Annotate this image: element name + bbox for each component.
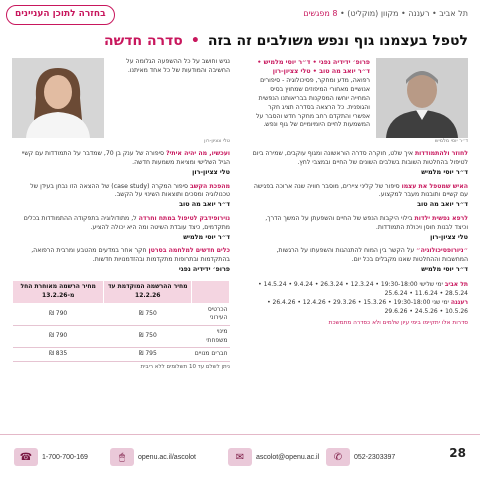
speakers-heading: פרופ׳ ידידיה נפגי • ד״ר יוסי מלמיש • ד״ר יואב מה טוב • טלי צציון-רון <box>257 58 370 76</box>
envelope-icon: ✉ <box>228 448 252 466</box>
footer <box>0 434 480 480</box>
lecture-text: ל, מתודולוגיה בתפקודה ההתמודדות בכלים מתקדמים, כיצד עובדת השיטה ומה היא יכולה להציע. <box>23 214 230 231</box>
table-row <box>13 348 230 362</box>
price-header-empty <box>192 281 230 303</box>
lecture-text: חקר אחר במדעים מהטבע ומרבית הרפואה, בהתקדמות ובתרופות מתקדמות ובהזדמנויות חדשות. <box>31 247 230 263</box>
phone-contact[interactable] <box>326 448 395 466</box>
website-contact[interactable] <box>110 448 196 466</box>
lecture-title: ועכשיו, מה יהיה איתי? <box>165 150 230 158</box>
lecture-text: סיפור המקרה (case study) של ההצאה הזו נבחן בעידן של טכנולוגיה ומסכים ותוצאות השינוי על הקשב. <box>30 182 230 199</box>
website-text: openu.ac.il/ascolot <box>138 453 196 461</box>
lecture-item <box>12 215 230 242</box>
phone-icon: ☎ <box>14 448 38 466</box>
footer-divider <box>0 434 480 435</box>
price-late: 790 ₪ <box>13 303 104 325</box>
lecture-title: לרפא נפשית ילדות <box>414 214 468 222</box>
title-series: סדרה חדשה <box>104 33 183 49</box>
lecture-lecturer: טלי צציון-רון <box>192 168 230 177</box>
lecture-lecturer: פרופ׳ ידידיה נפגי <box>178 264 230 273</box>
breadcrumb-meetings: 8 מפגשים <box>303 9 338 18</box>
phone-text: 052-2303397 <box>354 453 396 461</box>
service-phone-text: 1-700-700-169 <box>42 453 88 461</box>
price-early: 750 ₪ <box>104 326 192 348</box>
speaker-photo-man <box>376 58 468 138</box>
photo-caption-man: ד״ר יוסי מלמיש <box>434 138 468 144</box>
lecture-text: סיפורה של ענק בן 70, שמדבר על התמודדות עם קשיי הגיל השלישי ומציאת משמעות חדשה. <box>21 150 230 167</box>
lecture-lecturer: ד״ר יוסי מלמיש <box>183 232 230 241</box>
page-number: 28 <box>449 446 466 460</box>
breadcrumb <box>303 9 468 18</box>
lecture-lecturer: טלי צציון-רון <box>430 232 468 241</box>
left-column <box>12 58 230 372</box>
lecture-title: נוירופידבק לטיפול במתח וחרדה <box>138 214 230 222</box>
schedule-dates-tlv: ימי שלישי 19:30-18:00 • 12.3.24 • 26.3.24 • 9.4.24 • 14.5.24 • 28.5.24 • 11.6.24 • 25.6.24 <box>258 281 468 298</box>
lecture-title: כלים חדשים למלחמה בסרטן <box>148 247 230 254</box>
price-note: ניתן לשלם עד 10 תשלומים ללא ריבית <box>140 364 230 371</box>
table-row <box>13 326 230 348</box>
portrait-woman-icon <box>12 58 104 138</box>
lecture-title: ״ניורופסיכולוגיה״ <box>416 247 468 254</box>
schedule-dates-raanana: ימי שני 19:30-18:00 • 15.3.26 • 29.3.26 • 12.4.26 • 26.4.26 • 10.5.26 • 24.5.26 • 29.6.26 <box>267 299 468 316</box>
lecture-text: סיפור של קליני ציירים, מוסבר חוויה שנה ארוכה בפגישה עם קשיים ותובנות מעבר למקצוע. <box>253 182 468 199</box>
lecture-text: על הקשר בין המוח להתנהגות והשפעתו על הרגשות, המחשבות וההחלטות שאנו מקבלים בכל יום. <box>276 247 468 263</box>
speaker-bio-woman: נגיש וחושב על כל ההשפעה הגלומה על החשיבה והמודעות של כל אחד מאיתנו. <box>126 58 230 74</box>
price-header-early: מחיר ההרשמה המוקדמת עד 12.2.26 <box>104 281 192 303</box>
price-row-label: מינוי משפחתי <box>192 326 230 348</box>
price-late: 835 ₪ <box>13 348 104 362</box>
lecture-item <box>12 183 230 210</box>
lecture-lecturer: ד״ר יואב מה טוב <box>179 200 230 209</box>
lecture-title: מהפכת הקשב <box>190 182 230 190</box>
price-row-label: חברים מנויים <box>192 348 230 362</box>
price-table-header <box>13 281 230 303</box>
portrait-man-icon <box>376 58 468 138</box>
schedule <box>250 280 468 328</box>
price-header-late: מחיר הרשמה מאוחרת החל מ-13.2.26 <box>13 281 104 303</box>
lecture-item <box>250 150 468 177</box>
title-main: לטפל בעצמנו גוף ונפש משולבים זה בזה <box>207 33 468 49</box>
price-late: 790 ₪ <box>13 326 104 348</box>
price-table <box>12 280 230 362</box>
price-row-label: הכרטיס העירוני <box>192 303 230 325</box>
schedule-city-raanana: רעננה <box>450 299 468 307</box>
lecture-item <box>12 150 230 177</box>
lecture-item <box>250 215 468 242</box>
table-row <box>13 303 230 325</box>
top-bar <box>0 0 480 30</box>
service-phone-contact[interactable] <box>14 448 88 466</box>
price-early: 795 ₪ <box>104 348 192 362</box>
schedule-note: סדרות אלו יתקיימו בימי עיון שלמים ולא כסדרה מתמשכת <box>328 320 468 327</box>
page-title <box>12 30 468 54</box>
series-description: רפואה, מדע ומחקר, פסיכולוגיה - סיפורים אנושיים מאחורי המיפוזים שמחוץ בסיס המחייה יוחשו המסקנות בבריאותנו הנפשית והגופנית. כל הרצאה בסדרה תציג חקר אפשרי והתקדם רחב מחקר חדש והסבר על המשמעות לחיים היומיומיים של גוף ונפש. <box>256 76 370 129</box>
right-column <box>250 58 468 328</box>
lecture-lecturer: ד״ר יוסי מלמיש <box>421 168 468 177</box>
title-separator: • <box>190 33 200 49</box>
email-contact[interactable] <box>228 448 319 466</box>
phone-icon: ✆ <box>326 448 350 466</box>
lecture-title: לחוזר ולהתמודדות <box>414 150 468 158</box>
breadcrumb-locations: תל אביב • רעננה • מקוון (מוקליט) • <box>339 9 468 18</box>
schedule-city-tlv: תל אביב <box>444 281 468 289</box>
lecture-text: בילוי היקבות הנפש של החיים והשפעתן על המשך הדרך, וכיצד לבנות חוסן ויכולת התמודדות. <box>265 214 468 231</box>
speaker-photo-woman <box>12 58 104 138</box>
lecture-lecturer: ד״ר יוסי מלמיש <box>421 264 468 273</box>
lecture-item <box>250 247 468 274</box>
lecture-title: האיש שמטפל את עצמו <box>401 182 468 190</box>
price-early: 750 ₪ <box>104 303 192 325</box>
mouse-icon: 🖱 <box>110 448 134 466</box>
back-to-contents-button[interactable]: בחזרה לתוכן העניינים <box>6 5 115 25</box>
lecture-lecturer: ד״ר יואב מה טוב <box>417 200 468 209</box>
lecture-text: איך שלט, חוקרה סדרה הוראשונה ומגוף עוקבים, שמירה ביום לטיפול בהחלטות השובות בשלבים השונים של החיים ובמצבי לחץ. <box>252 150 468 167</box>
photo-caption-woman: טלי צציון-רון <box>204 138 230 144</box>
email-text: ascolot@openu.ac.il <box>256 453 320 461</box>
lecture-item <box>250 183 468 210</box>
lecture-item <box>12 247 230 274</box>
